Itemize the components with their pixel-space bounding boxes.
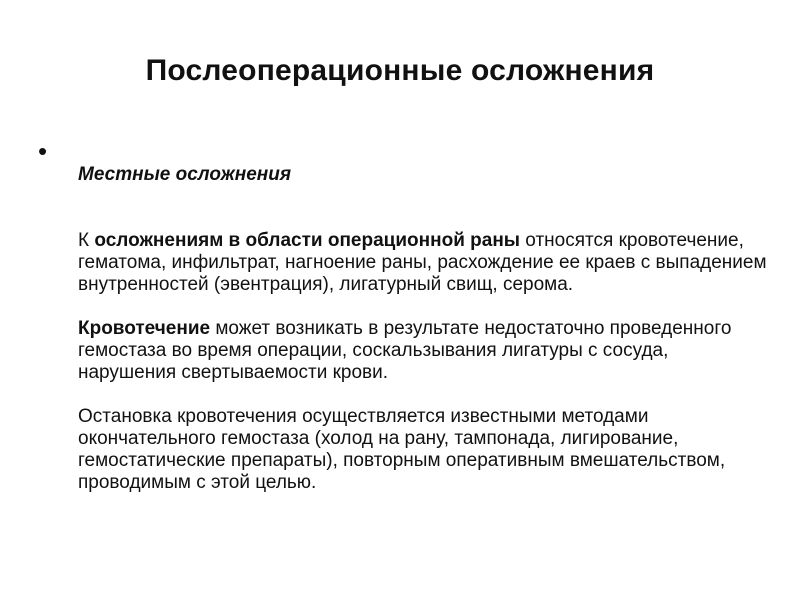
section-subtitle: Местные осложнения	[78, 164, 292, 185]
paragraph-hemostasis: Остановка кровотечения осуществляется известными методами окончательного гемостаза (холод на рану, тампонада, лигирование, гемостатические препараты), повторным оперативным вмешательством, проводимым с этой целью.	[78, 406, 726, 493]
slide-content	[78, 164, 768, 516]
bullet-marker: •	[38, 136, 48, 166]
paragraph-bold-term: Кровотечение	[78, 318, 211, 339]
paragraph-bleeding	[78, 318, 768, 384]
paragraph-lead: К	[78, 230, 95, 251]
slide-title: Послеоперационные осложнения	[145, 54, 655, 87]
paragraph-wound-complications	[78, 230, 768, 296]
paragraph-bold-term: осложнениям в области операционной раны	[94, 230, 521, 251]
paragraph-text: может возникать в результате недостаточно проведенного гемостаза во время операции, соскальзывания лигатуры с сосуда, нарушения свертываемости крови.	[78, 318, 732, 383]
paragraph-text: относятся кровотечение, гематома, инфильтрат, нагноение раны, расхождение ее краев с выпадением внутренностей (эвентрация), лигатурный свищ, серома.	[78, 230, 767, 295]
